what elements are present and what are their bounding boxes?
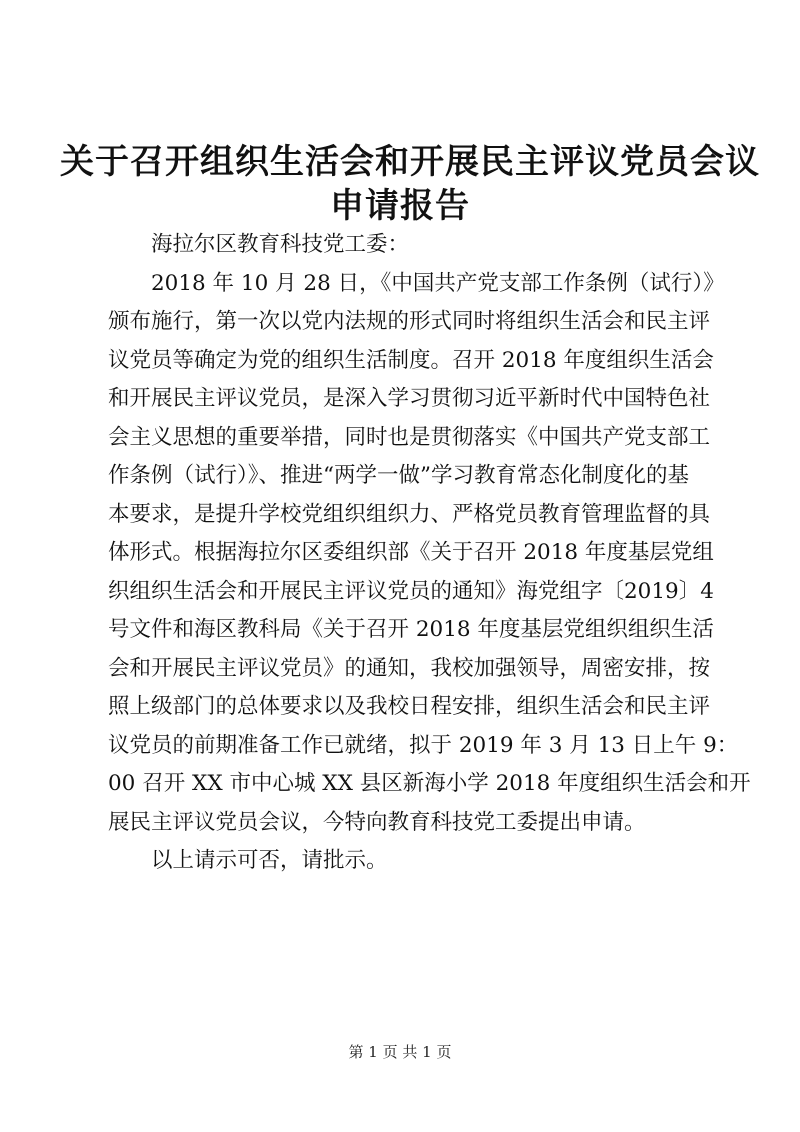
body-line: 号文件和海区教科局《关于召开 2018 年度基层党组织组织生活 (108, 617, 714, 642)
main-paragraph (108, 265, 751, 843)
body-line: 本要求，是提升学校党组织组织力、严格党员教育管理监督的具 (108, 501, 711, 527)
body-line: 会主义思想的重要举措，同时也是贯彻落实《中国共产党支部工 (108, 424, 711, 450)
body-line: 展民主评议党员会议，今特向教育科技党工委提出申请。 (108, 809, 646, 835)
body-line: 会和开展民主评议党员》的通知，我校加强领导，周密安排，按 (108, 655, 711, 681)
title-line-2: 申请报告 (330, 186, 470, 226)
closing-line: 以上请示可否，请批示。 (151, 848, 388, 873)
body-line: 议党员的前期准备工作已就绪，拟于 2019 年 3 月 13 日上午 9： (108, 732, 739, 758)
body-line: 颁布施行，第一次以党内法规的形式同时将组织生活会和民主评 (108, 309, 711, 334)
title-line-1: 关于召开组织生活会和开展民主评议党员会议 (60, 142, 760, 182)
body-line: 作条例（试行）》、推进“两学一做”学习教育常态化制度化的基 (108, 463, 689, 488)
body-line: 和开展民主评议党员，是深入学习贯彻习近平新时代中国特色社 (108, 386, 711, 411)
document-title (60, 140, 760, 228)
body-line: 体形式。根据海拉尔区委组织部《关于召开 2018 年度基层党组 (108, 540, 714, 565)
salutation: 海拉尔区教育科技党工委： (151, 232, 410, 257)
body-line: 议党员等确定为党的组织生活制度。召开 2018 年度组织生活会 (108, 347, 714, 373)
document-body (108, 226, 751, 881)
body-line: 2018 年 10 月 28 日，《中国共产党支部工作条例（试行）》 (151, 270, 725, 296)
body-line: 照上级部门的总体要求以及我校日程安排，组织生活会和民主评 (108, 694, 711, 719)
body-line: 织组织生活会和开展民主评议党员的通知》海党组字〔2019〕4 (108, 578, 714, 604)
page-footer: 第 1 页 共 1 页 (348, 1043, 452, 1061)
body-line: 00 召开 XX 市中心城 XX 县区新海小学 2018 年度组织生活会和开 (108, 771, 751, 796)
